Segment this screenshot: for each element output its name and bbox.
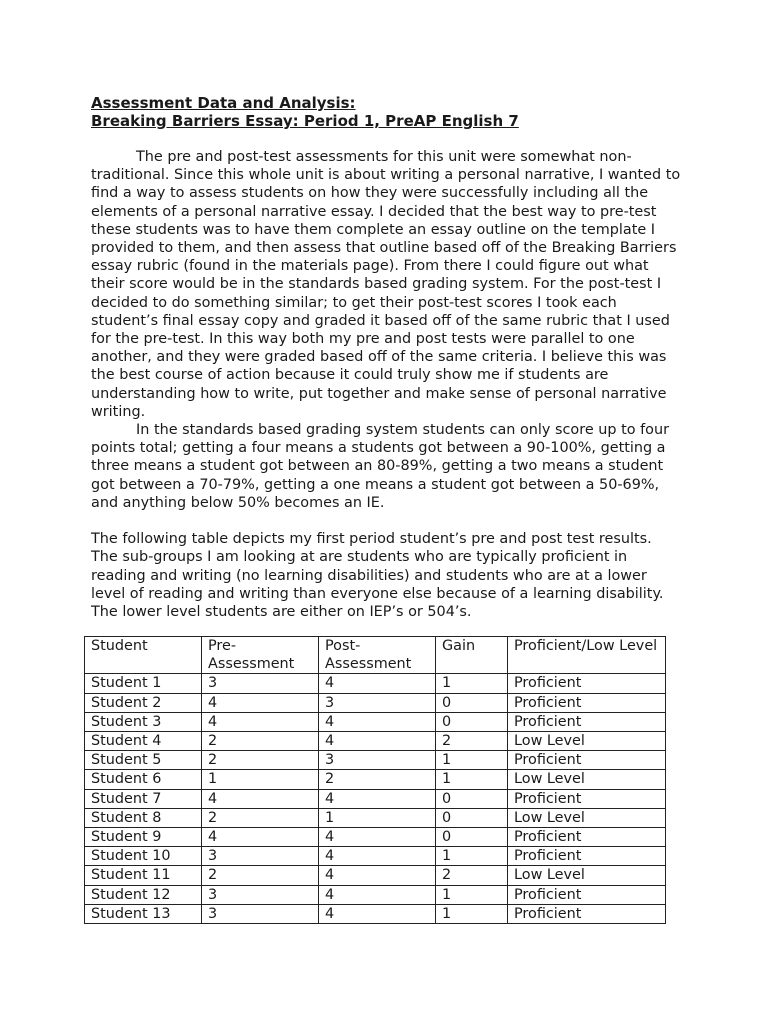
cell-level: Proficient [508, 828, 666, 847]
cell-gain: 1 [436, 847, 508, 866]
table-row [85, 693, 666, 712]
cell-level: Proficient [508, 789, 666, 808]
cell-post: 4 [319, 732, 436, 751]
cell-gain: 0 [436, 693, 508, 712]
cell-gain: 0 [436, 712, 508, 731]
table-row [85, 808, 666, 827]
table-row [85, 712, 666, 731]
document-title [91, 94, 691, 130]
table-row [85, 885, 666, 904]
cell-post: 1 [319, 808, 436, 827]
table-body [85, 674, 666, 924]
cell-gain: 2 [436, 866, 508, 885]
cell-student: Student 9 [85, 828, 202, 847]
document-body [91, 148, 683, 621]
title-line-1: Assessment Data and Analysis: [91, 94, 356, 112]
cell-gain: 2 [436, 732, 508, 751]
header-level: Proficient/Low Level [508, 637, 666, 674]
cell-post: 3 [319, 751, 436, 770]
cell-post: 4 [319, 789, 436, 808]
cell-student: Student 5 [85, 751, 202, 770]
cell-post: 4 [319, 904, 436, 923]
cell-pre: 3 [202, 674, 319, 693]
cell-post: 3 [319, 693, 436, 712]
table-row [85, 847, 666, 866]
table-row [85, 732, 666, 751]
cell-pre: 2 [202, 866, 319, 885]
header-student: Student [85, 637, 202, 674]
cell-level: Proficient [508, 693, 666, 712]
table-row [85, 674, 666, 693]
cell-gain: 1 [436, 751, 508, 770]
header-post-assessment: Post-Assessment [319, 637, 436, 674]
cell-post: 4 [319, 866, 436, 885]
paragraph-grading-system: In the standards based grading system students can only score up to four points total; getting a four means a students got between a 90-100%, getting a three means a student got between an 80-89%, getting a two means a student got between a 70-79%, getting a one means a student got between a 50-69%, and anything below 50% becomes an IE. [91, 422, 670, 511]
cell-post: 4 [319, 885, 436, 904]
cell-post: 4 [319, 847, 436, 866]
cell-level: Proficient [508, 674, 666, 693]
cell-student: Student 7 [85, 789, 202, 808]
cell-post: 4 [319, 712, 436, 731]
table-header-row [85, 637, 666, 674]
cell-pre: 2 [202, 732, 319, 751]
header-pre-assessment: Pre-Assessment [202, 637, 319, 674]
cell-student: Student 3 [85, 712, 202, 731]
cell-level: Low Level [508, 808, 666, 827]
cell-gain: 0 [436, 828, 508, 847]
cell-student: Student 11 [85, 866, 202, 885]
cell-level: Low Level [508, 770, 666, 789]
cell-level: Proficient [508, 885, 666, 904]
cell-pre: 4 [202, 789, 319, 808]
header-gain: Gain [436, 637, 508, 674]
paragraph-table-intro: The following table depicts my first period student’s pre and post test results. The sub-groups I am looking at are students who are typically proficient in reading and writing (no learning disabilities) and students who are at a lower level of reading and writing than everyone else because of a learning disability. The lower level students are either on IEP’s or 504’s. [91, 531, 664, 621]
cell-student: Student 2 [85, 693, 202, 712]
cell-student: Student 10 [85, 847, 202, 866]
table-row [85, 904, 666, 923]
cell-student: Student 1 [85, 674, 202, 693]
cell-pre: 4 [202, 712, 319, 731]
cell-gain: 1 [436, 674, 508, 693]
cell-post: 2 [319, 770, 436, 789]
cell-student: Student 12 [85, 885, 202, 904]
cell-level: Proficient [508, 751, 666, 770]
cell-level: Low Level [508, 732, 666, 751]
cell-level: Proficient [508, 847, 666, 866]
cell-gain: 1 [436, 770, 508, 789]
cell-student: Student 4 [85, 732, 202, 751]
results-table [84, 636, 666, 924]
cell-student: Student 8 [85, 808, 202, 827]
cell-gain: 1 [436, 885, 508, 904]
cell-pre: 4 [202, 693, 319, 712]
cell-gain: 1 [436, 904, 508, 923]
cell-pre: 2 [202, 751, 319, 770]
cell-pre: 3 [202, 885, 319, 904]
cell-pre: 1 [202, 770, 319, 789]
cell-pre: 4 [202, 828, 319, 847]
cell-pre: 3 [202, 904, 319, 923]
cell-student: Student 13 [85, 904, 202, 923]
cell-level: Proficient [508, 712, 666, 731]
table-row [85, 751, 666, 770]
cell-pre: 3 [202, 847, 319, 866]
cell-post: 4 [319, 828, 436, 847]
cell-student: Student 6 [85, 770, 202, 789]
table-row [85, 789, 666, 808]
cell-level: Proficient [508, 904, 666, 923]
cell-post: 4 [319, 674, 436, 693]
title-line-2: Breaking Barriers Essay: Period 1, PreAP English 7 [91, 112, 519, 130]
paragraph-assessment-method: The pre and post-test assessments for this unit were somewhat non-traditional. Since this whole unit is about writing a personal narrative, I wanted to find a way to assess students on how they were successfully including all the elements of a personal narrative essay. I decided that the best way to pre-test these students was to have them complete an essay outline on the template I provided to them, and then assess that outline based off of the Breaking Barriers essay rubric (found in the materials page). From there I could figure out what their score would be in the standards based grading system. For the post-test I decided to do something similar; to get their post-test scores I took each student’s final essay copy and graded it based off of the same rubric that I used for the pre-test. In this way both my pre and post tests were parallel to one another, and they were graded based off of the same criteria. I believe this was the best course of action because it could truly show me if students are understanding how to write, put together and make sense of personal narrative writing. [91, 149, 681, 420]
table-row [85, 866, 666, 885]
cell-level: Low Level [508, 866, 666, 885]
cell-gain: 0 [436, 789, 508, 808]
cell-pre: 2 [202, 808, 319, 827]
table-row [85, 828, 666, 847]
table-row [85, 770, 666, 789]
cell-gain: 0 [436, 808, 508, 827]
